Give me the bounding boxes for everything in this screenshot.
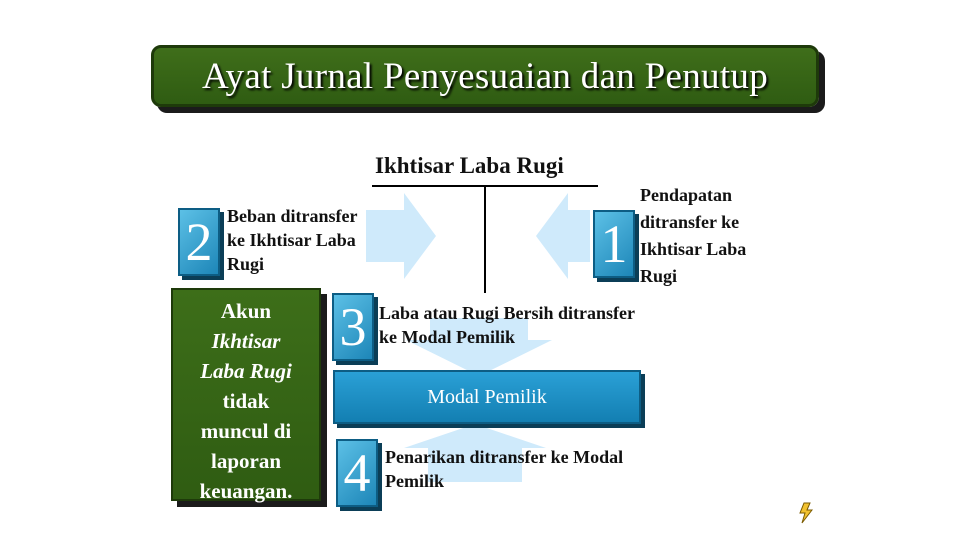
step-2-label bbox=[227, 204, 358, 276]
t-account-title: Ikhtisar Laba Rugi bbox=[375, 153, 564, 178]
step-4-line: Penarikan ditransfer ke Modal bbox=[385, 447, 624, 467]
note-line: tidak bbox=[222, 389, 270, 413]
step-3-number: 3 bbox=[332, 293, 374, 361]
note-line: Ikhtisar bbox=[211, 329, 281, 353]
modal-pemilik-label: Modal Pemilik bbox=[427, 385, 547, 408]
step-2-line: ke Ikhtisar Laba bbox=[227, 230, 356, 250]
step-3-label bbox=[379, 301, 635, 349]
note-line: Akun bbox=[220, 299, 272, 323]
arrow-beban-right bbox=[366, 193, 436, 279]
step-1-label bbox=[640, 182, 746, 290]
note-box bbox=[171, 288, 321, 501]
step-1-line: Pendapatan bbox=[640, 185, 733, 205]
step-2-number: 2 bbox=[178, 208, 220, 276]
step-1-line: Rugi bbox=[640, 266, 678, 286]
lightning-bolt-icon bbox=[797, 502, 817, 524]
step-1-line: ditransfer ke bbox=[640, 212, 740, 232]
note-line: muncul di bbox=[200, 419, 292, 443]
step-4-number: 4 bbox=[336, 439, 378, 507]
step-4-line: Pemilik bbox=[385, 471, 444, 491]
step-3-line: ke Modal Pemilik bbox=[379, 327, 515, 347]
step-4-label bbox=[385, 445, 623, 493]
step-2-line: Rugi bbox=[227, 254, 265, 274]
step-3-line: Laba atau Rugi Bersih ditransfer bbox=[379, 303, 636, 323]
note-line: Laba Rugi bbox=[200, 359, 292, 383]
step-1-line: Ikhtisar Laba bbox=[640, 239, 747, 259]
step-2-line: Beban ditransfer bbox=[227, 206, 358, 226]
note-line: laporan bbox=[210, 449, 281, 473]
modal-pemilik-bar bbox=[333, 370, 641, 424]
arrow-pendapatan-left bbox=[536, 193, 590, 279]
page-title: Ayat Jurnal Penyesuaian dan Penutup bbox=[201, 55, 769, 97]
t-account-vertical-line bbox=[484, 185, 486, 293]
note-line: keuangan. bbox=[199, 479, 293, 503]
step-1-number: 1 bbox=[593, 210, 635, 278]
